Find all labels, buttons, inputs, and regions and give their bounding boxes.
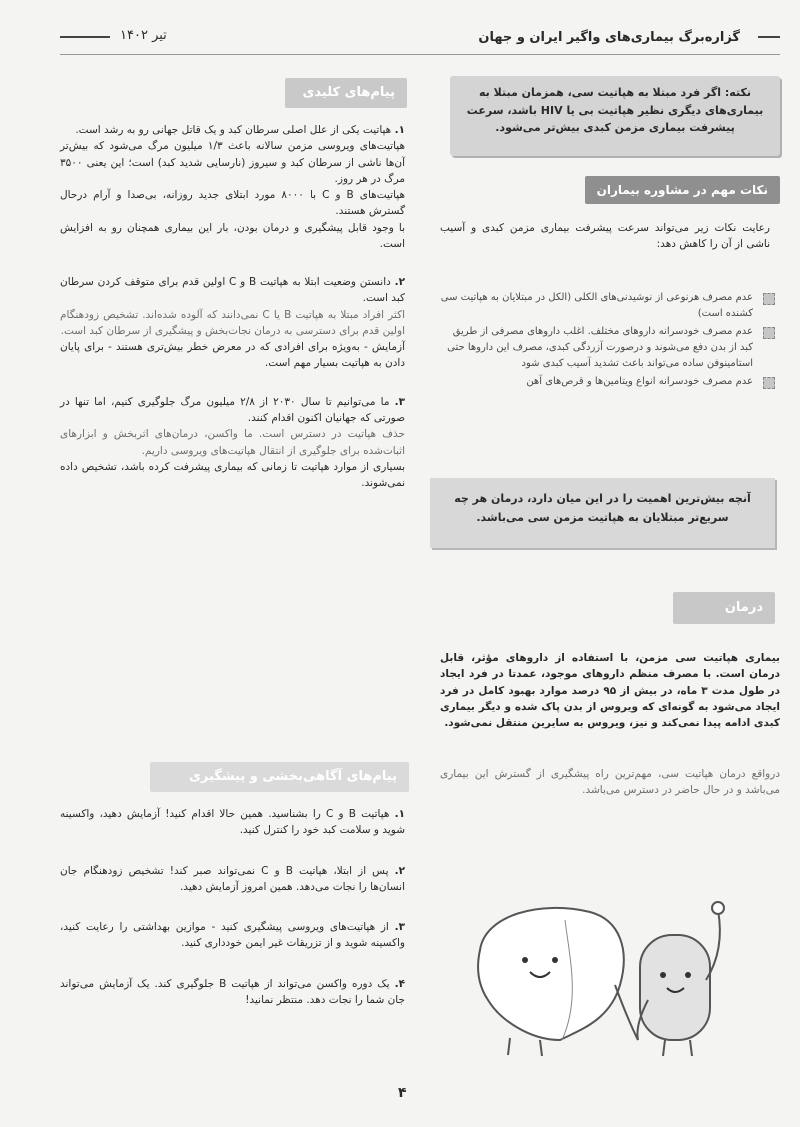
treatment-para-2: درواقع درمان هپاتیت سی، مهم‌ترین راه پیشگیری از گسترش این بیماری می‌باشد و در حال حاضر در دسترس می‌باشد. bbox=[440, 768, 780, 797]
bullet-icon bbox=[763, 293, 775, 305]
key-message-line: هپاتیت یکی از علل اصلی سرطان کبد و یک قاتل جهانی رو به رشد است. bbox=[75, 124, 392, 136]
header-rule bbox=[60, 54, 780, 55]
counsel-tag: نکات مهم در مشاوره بیماران bbox=[585, 176, 780, 204]
note-box: نکته: اگر فرد مبتلا به هپاتیت سی، همزمان مبتلا به بیماری‌های دیگری نظیر هپاتیت بی یا HIV باشد، سرعت پیشرفت بیماری مزمن کبدی بیش‌تر می‌شود. bbox=[450, 76, 780, 156]
item-number: ۳. bbox=[394, 921, 405, 934]
awareness-text: هپاتیت B و C را بشناسید. همین حالا اقدام کنید! آزمایش دهید، واکسینه شوید و سلامت کبد خود را کنترل کنید. bbox=[60, 808, 405, 837]
key-message-line: با وجود قابل پیشگیری و درمان بودن، بار این بیماری همچنان رو به افزایش است. bbox=[60, 221, 405, 250]
quote-box: آنچه بیش‌ترین اهمیت را در این میان دارد، درمان هر چه سریع‌تر مبتلایان به هپاتیت مزمن سی می‌باشد. bbox=[430, 478, 775, 548]
key-messages-block bbox=[60, 122, 405, 501]
list-item bbox=[440, 290, 775, 322]
header-date: تیر ۱۴۰۲ bbox=[120, 28, 167, 43]
item-number: ۴. bbox=[394, 977, 405, 990]
page-number: ۴ bbox=[398, 1085, 407, 1101]
awareness-item-2 bbox=[60, 863, 405, 896]
key-message-line: اکثر افراد مبتلا به هپاتیت B یا C نمی‌دانند که آلوده شده‌اند. تشخیص زودهنگام اولین قدم برای دسترسی به درمان نجات‌بخش و پیشگیری از سرطان کبد است. bbox=[60, 308, 405, 337]
list-item-text: عدم مصرف خودسرانه داروهای مختلف. اغلب داروهای مصرفی از طریق کبد از بدن دفع می‌شوند و درصورت آزردگی کبدی، مصرف این داروها حتی استامینوفن ساده می‌تواند باعث تشدید آسیب کبدی شود bbox=[447, 326, 753, 369]
awareness-item-4 bbox=[60, 976, 405, 1009]
awareness-text: از هپاتیت‌های ویروسی پیشگیری کنید - موازین بهداشتی را رعایت کنید، واکسینه شوید و از تزریقات غیر ایمن خودداری کنید. bbox=[60, 921, 405, 950]
list-item bbox=[440, 324, 775, 372]
header-dash-left bbox=[60, 36, 110, 38]
item-number: ۲. bbox=[394, 276, 405, 289]
liver-character-illustration bbox=[470, 890, 750, 1060]
awareness-text: پس از ابتلا، هپاتیت B و C نمی‌تواند صبر کند! تشخیص زودهنگام جان انسان‌ها را نجات می‌دهد. همین امروز آزمایش دهید. bbox=[60, 864, 405, 893]
list-item-text: عدم مصرف خودسرانه انواع ویتامین‌ها و قرص‌های آهن bbox=[526, 376, 753, 387]
header-dash-right bbox=[758, 36, 780, 38]
treatment-tag: درمان bbox=[673, 592, 775, 624]
item-number: ۳. bbox=[394, 395, 405, 408]
list-item bbox=[440, 374, 775, 390]
key-message-line: هپاتیت‌های B و C با ۸۰۰۰ مورد ابتلای جدید روزانه، بی‌صدا و آرام درحال گسترش هستند. bbox=[60, 189, 405, 218]
awareness-block bbox=[60, 806, 405, 1018]
key-message-line: ما می‌توانیم تا سال ۲۰۳۰ از ۲/۸ میلیون مرگ جلوگیری کنیم، اما تنها در صورتی که جهانیان اکنون اقدام کنند. bbox=[60, 395, 405, 424]
key-messages-tag: پیام‌های کلیدی bbox=[285, 78, 407, 108]
counsel-intro: رعایت نکات زیر می‌تواند سرعت پیشرفت بیماری مزمن کبدی و آسیب ناشی از آن را کاهش دهد: bbox=[440, 222, 770, 251]
awareness-text: یک دوره واکسن می‌تواند از هپاتیت B جلوگیری کند. یک آزمایش می‌تواند جان شما را نجات دهد. منتظر نمانید! bbox=[60, 977, 405, 1006]
key-message-line: حذف هپاتیت در دسترس است. ما واکسن، درمان‌های اثربخش و ابزارهای اثبات‌شده برای جلوگیری از انتقال هپاتیت‌های ویروسی داریم. bbox=[60, 428, 405, 457]
key-message-2 bbox=[60, 274, 405, 372]
item-number: ۱. bbox=[394, 124, 405, 136]
item-number: ۱. bbox=[394, 808, 405, 820]
key-message-1 bbox=[60, 122, 405, 252]
key-message-line: هپاتیت‌های ویروسی مزمن سالانه باعث ۱/۳ میلیون مرگ می‌شود که بیش‌تر آن‌ها ناشی از سرطان کبد و سیروز (نارسایی شدید کبد) است؛ این یعنی ۳۵۰۰ مرگ در هر روز. bbox=[60, 140, 405, 185]
item-number: ۲. bbox=[394, 864, 405, 877]
treatment-para-1: بیماری هپاتیت سی مزمن، با استفاده از داروهای مؤثر، قابل درمان است. با مصرف منظم داروهای موجود، عمدتا در فرد ایجاد در طول مدت ۳ ماه، در بیش از ۹۵ درصد موارد بهبود کامل در فرد ایجاد می‌شود به گونه‌ای که ویروس از بدن پاک شده و دیگر بیماری کبدی ادامه پیدا نمی‌کند و نیز، ویروس به سایرین منتقل نمی‌شود. bbox=[440, 652, 780, 730]
awareness-item-3 bbox=[60, 919, 405, 952]
page-header bbox=[20, 18, 780, 58]
awareness-item-1 bbox=[60, 806, 405, 839]
counsel-list bbox=[440, 290, 775, 392]
bullet-icon bbox=[763, 377, 775, 389]
header-title: گزاره‌برگ بیماری‌های واگیر ایران و جهان bbox=[478, 30, 740, 45]
key-message-3 bbox=[60, 394, 405, 492]
awareness-tag: پیام‌های آگاهی‌بخشی و پیشگیری bbox=[150, 762, 409, 792]
key-message-line: دانستن وضعیت ابتلا به هپاتیت B و C اولین قدم برای متوقف کردن سرطان کبد است. bbox=[60, 276, 405, 305]
key-message-line: آزمایش - به‌ویژه برای افرادی که در معرض خطر بیش‌تری هستند - برای پایان دادن به هپاتیت بسیار مهم است. bbox=[60, 341, 405, 370]
key-message-line: بسیاری از موارد هپاتیت تا زمانی که بیماری پیشرفت کرده باشد، تشخیص داده نمی‌شوند. bbox=[60, 460, 405, 490]
bullet-icon bbox=[763, 327, 775, 339]
list-item-text: عدم مصرف هرنوعی از نوشیدنی‌های الکلی (الکل در مبتلایان به هپاتیت سی کشنده است) bbox=[440, 292, 753, 319]
